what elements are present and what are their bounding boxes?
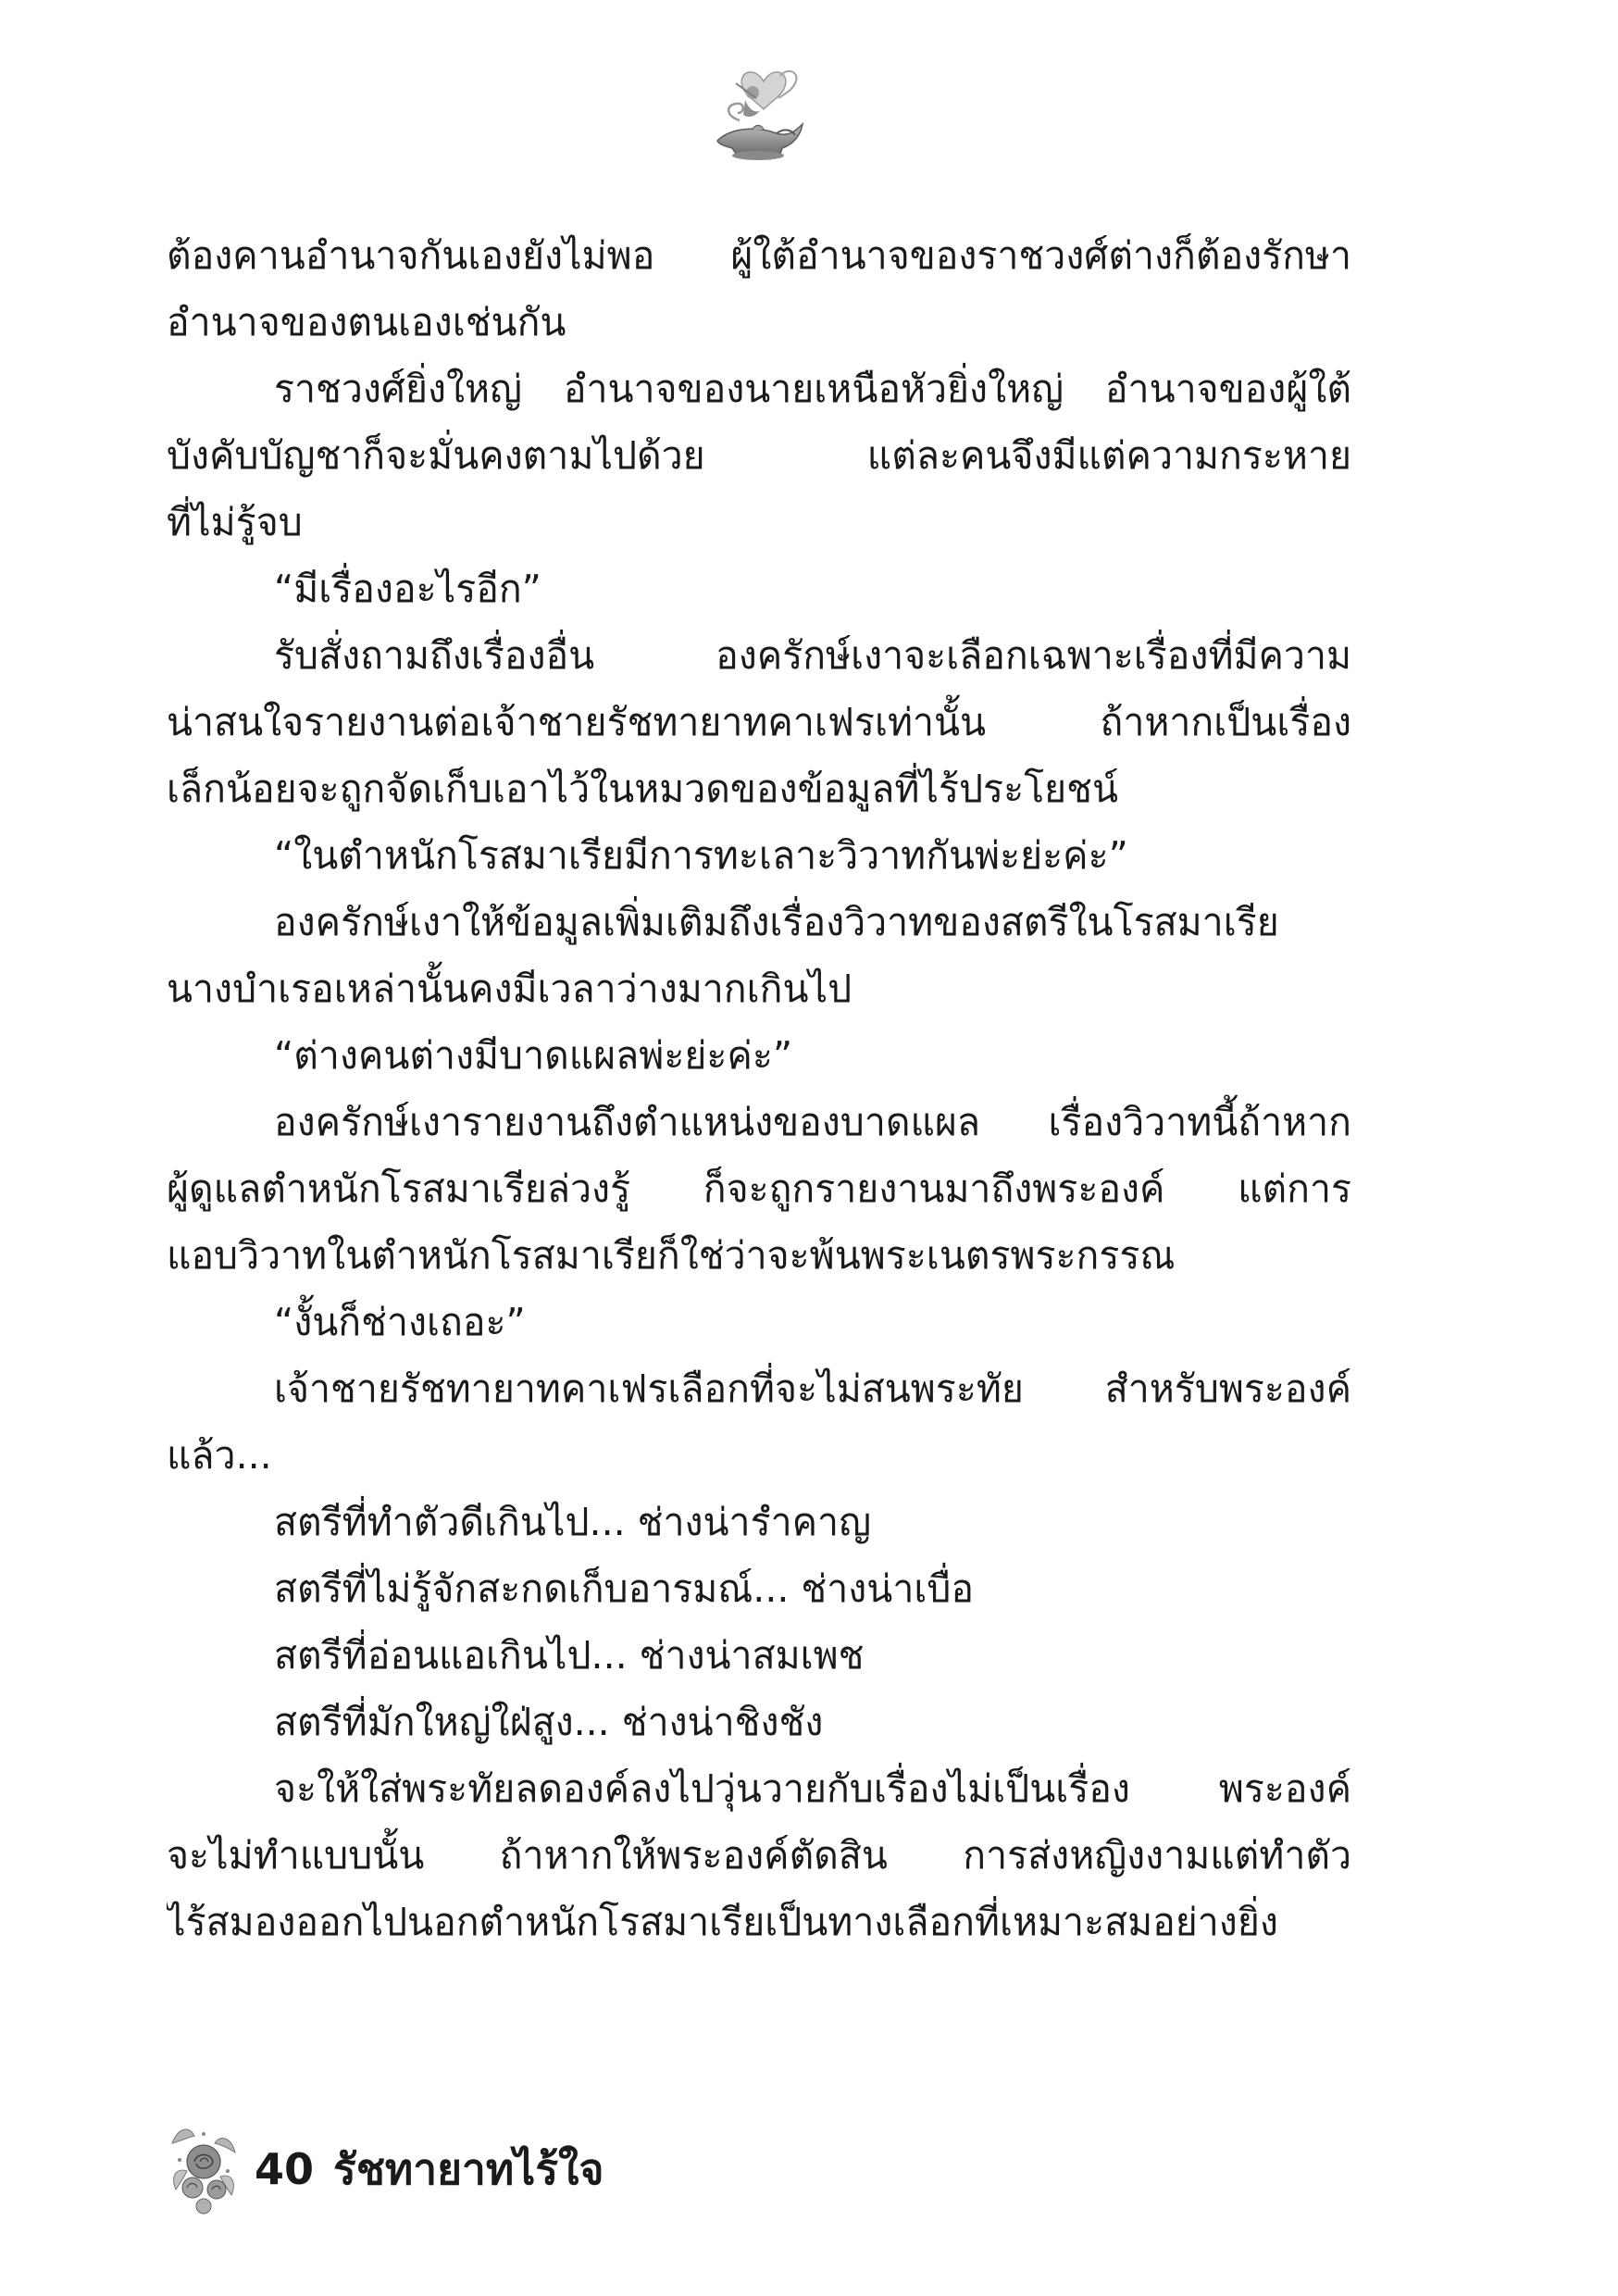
genie-lamp-with-cupid-icon <box>699 56 819 176</box>
body-text <box>167 222 1351 1955</box>
text-line: จะไม่ทำแบบนั้น ถ้าหากให้พระองค์ตัดสิน การส่งหญิงงามแต่ทำตัว <box>167 1833 1351 1878</box>
text-line: “มีเรื่องอะไรอีก” <box>274 567 541 611</box>
text-line: ต้องคานอำนาจกันเองยังไม่พอ ผู้ใต้อำนาจของราชวงศ์ต่างก็ต้องรักษา <box>167 233 1351 278</box>
text-line: สตรีที่ทำตัวดีเกินไป... ช่างน่ารำคาญ <box>274 1500 872 1544</box>
text-line: ผู้ดูแลตำหนักโรสมาเรียล่วงรู้ ก็จะถูกรายงานมาถึงพระองค์ แต่การ <box>167 1167 1351 1211</box>
text-line: องครักษ์เงารายงานถึงตำแหน่งของบาดแผล เรื่องวิวาทนี้ถ้าหาก <box>274 1100 1351 1144</box>
rose-bouquet-icon <box>167 2115 241 2217</box>
text-line: สตรีที่อ่อนแอเกินไป... ช่างน่าสมเพช <box>274 1633 865 1678</box>
text-line: “งั้นก็ช่างเถอะ” <box>274 1300 526 1344</box>
text-line: เล็กน้อยจะถูกจัดเก็บเอาไว้ในหมวดของข้อมูลที่ไร้ประโยชน์ <box>167 767 1119 811</box>
text-line: องครักษ์เงาให้ข้อมูลเพิ่มเติมถึงเรื่องวิวาทของสตรีในโรสมาเรีย <box>274 900 1279 944</box>
text-line: น่าสนใจรายงานต่อเจ้าชายรัชทายาทคาเฟรเท่านั้น ถ้าหากเป็นเรื่อง <box>167 700 1351 744</box>
text-line: นางบำเรอเหล่านั้นคงมีเวลาว่างมากเกินไป <box>167 967 853 1011</box>
text-line: สตรีที่มักใหญ่ใฝ่สูง... ช่างน่าชิงชัง <box>274 1700 824 1744</box>
text-line: อำนาจของตนเองเช่นกัน <box>167 300 566 344</box>
book-title: รัชทายาทไร้ใจ <box>333 2144 604 2194</box>
text-line: ที่ไม่รู้จบ <box>167 500 303 544</box>
page-footer <box>167 2115 722 2217</box>
text-line: “ในตำหนักโรสมาเรียมีการทะเลาะวิวาทกันพ่ะย่ะค่ะ” <box>274 833 1128 878</box>
text-line: แอบวิวาทในตำหนักโรสมาเรียก็ใช่ว่าจะพ้นพระเนตรพระกรรณ <box>167 1233 1176 1278</box>
text-line: ไร้สมองออกไปนอกตำหนักโรสมาเรียเป็นทางเลือกที่เหมาะสมอย่างยิ่ง <box>167 1900 1278 1944</box>
page-number: 40 <box>255 2144 315 2194</box>
text-line: ราชวงศ์ยิ่งใหญ่ อำนาจของนายเหนือหัวยิ่งใหญ่ อำนาจของผู้ใต้ <box>274 367 1351 411</box>
text-line: บังคับบัญชาก็จะมั่นคงตามไปด้วย แต่ละคนจึงมีแต่ความกระหาย <box>167 433 1351 478</box>
text-line: สตรีที่ไม่รู้จักสะกดเก็บอารมณ์... ช่างน่าเบื่อ <box>274 1566 975 1611</box>
text-line: จะให้ใส่พระทัยลดองค์ลงไปวุ่นวายกับเรื่องไม่เป็นเรื่อง พระองค์ <box>274 1766 1351 1811</box>
text-line: “ต่างคนต่างมีบาดแผลพ่ะย่ะค่ะ” <box>274 1033 793 1078</box>
text-line: แล้ว... <box>167 1433 272 1478</box>
text-line: รับสั่งถามถึงเรื่องอื่น องครักษ์เงาจะเลือกเฉพาะเรื่องที่มีความ <box>274 633 1351 678</box>
text-line: เจ้าชายรัชทายาทคาเฟรเลือกที่จะไม่สนพระทัย สำหรับพระองค์ <box>274 1366 1351 1411</box>
